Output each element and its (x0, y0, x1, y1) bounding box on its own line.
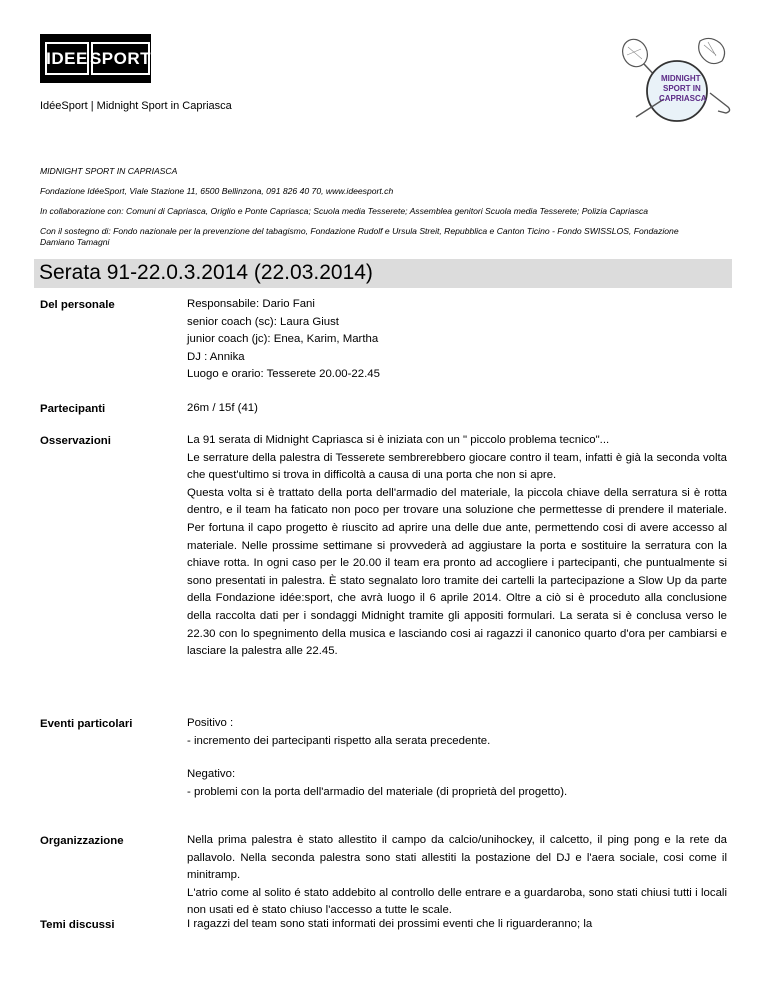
personale-line: senior coach (sc): Laura Giust (187, 315, 339, 328)
organizzazione-paragraph-2: L'atrio come al solito é stato addebito al controllo delle entrare e a guardaroba, sono stati chiusi tutti i locali non usati ed è stato chiuso l'accesso a tutte le scale. (187, 886, 727, 917)
section-personale (187, 296, 727, 384)
emblem-text-capriasca: CAPRIASCA (659, 94, 707, 103)
report-title-bar (34, 259, 732, 288)
support-line-2: Damiano Tamagni (40, 237, 110, 247)
personale-line: Responsabile: Dario Fani (187, 298, 315, 310)
section-label-osservazioni: Osservazioni (40, 435, 111, 447)
negativo-heading: Negativo: (187, 768, 236, 780)
project-name: MIDNIGHT SPORT IN CAPRIASCA (40, 166, 178, 176)
temi-text: I ragazzi del team sono stati informati dei prossimi eventi che li riguarderanno; la (187, 918, 593, 930)
personale-line: Luogo e orario: Tesserete 20.00-22.45 (187, 368, 380, 381)
organizzazione-paragraph-1: Nella prima palestra è stato allestito il campo da calcio/unihockey, il calcetto, il ping pong e la rete da pallavolo. Nella seconda palestra sono stati allestiti la postazione del DJ e l'aera sociale, cosi come il minitramp. (187, 834, 727, 882)
eventi-negativo (187, 766, 727, 801)
report-title: Serata 91-22.0.3.2014 (22.03.2014) (39, 261, 373, 284)
foundation-address: Fondazione IdéeSport, Viale Stazione 11, 6500 Bellinzona, 091 826 40 70, www.ideesport.ch (40, 186, 394, 196)
osservazioni-intro: La 91 serata di Midnight Capriasca si è iniziata con un " piccolo problema tecnico"... (187, 434, 610, 446)
personale-line: junior coach (jc): Enea, Karim, Martha (187, 333, 379, 346)
ideesport-logo (40, 34, 151, 83)
logo-text-sport: SPORT (91, 42, 150, 75)
section-label-personale: Del personale (40, 299, 115, 311)
emblem-text-sport: SPORT IN (663, 84, 701, 93)
support-line (40, 226, 730, 248)
section-label-eventi: Eventi particolari (40, 718, 133, 730)
section-label-partecipanti: Partecipanti (40, 403, 106, 415)
emblem-text-midnight: MIDNIGHT (661, 74, 701, 83)
section-osservazioni (187, 432, 727, 661)
positivo-text: - incremento dei partecipanti rispetto alla serata precedente. (187, 734, 491, 747)
negativo-text: - problemi con la porta dell'armadio del materiale (di proprietà del progetto). (187, 785, 568, 798)
section-label-organizzazione: Organizzazione (40, 835, 124, 847)
collaboration-line: In collaborazione con: Comuni di Capriasca, Origlio e Ponte Capriasca; Scuola media Tesserete; Assemblea genitori Scuola media Tesserete; Polizia Capriasca (40, 206, 649, 216)
section-label-temi: Temi discussi (40, 919, 115, 931)
partecipanti-count: 26m / 15f (41) (187, 402, 258, 414)
midnight-sport-emblem (618, 33, 736, 125)
section-organizzazione (187, 832, 727, 920)
breadcrumb: IdéeSport | Midnight Sport in Capriasca (40, 100, 232, 112)
support-line-1: Con il sostegno di: Fondo nazionale per la prevenzione del tabagismo, Fondazione Rudolf e Ursula Streit, Repubblica e Canton Ticino - Fondo SWISSLOS, Fondazione (40, 226, 679, 236)
eventi-positivo (187, 715, 727, 750)
osservazioni-paragraph-1: Le serrature della palestra di Tesserete sembrerebbero giocare contro il team, infatti è già la seconda volta che quest'ultimo si trova in difficoltà a causa di una porta che non si apre. (187, 451, 727, 482)
personale-line: DJ : Annika (187, 350, 245, 363)
osservazioni-paragraph-2: Questa volta si è trattato della porta dell'armadio del materiale, la piccola chiave della serratura si è rotta dentro, e il team ha faticato non poco per trovare una soluzione che permettesse di prendere il materiale. Per fortuna il capo progetto è riuscito ad aprire una delle due ante, permettendo cosi di avere accesso al materiale. Nelle prossime settimane si provvederà ad aggiustare la porta e sostituire la serratura con la chiave rotta. In ogni caso per le 20.00 il team era pronto ad accogliere i partecipanti, che puntualmente si sono presentati in palestra. È stato segnalato loro tramite dei cartelli la partecipazione a Slow Up da parte della Fondazione idée:sport, che avrà luogo il 6 aprile 2014. Oltre a ciò si è proceduto alla conclusione della raccolta dati per i sondaggi Midnight tramite gli appositi formulari. La serata si è conclusa verso le 22.30 con lo spegnimento della musica e lasciando cosi ai ragazzi il canonico quarto d'ora per cambiarsi e lasciare la palestra alle 22.45. (187, 486, 727, 658)
logo-text-idee: IDEE (45, 42, 89, 75)
positivo-heading: Positivo : (187, 717, 234, 729)
